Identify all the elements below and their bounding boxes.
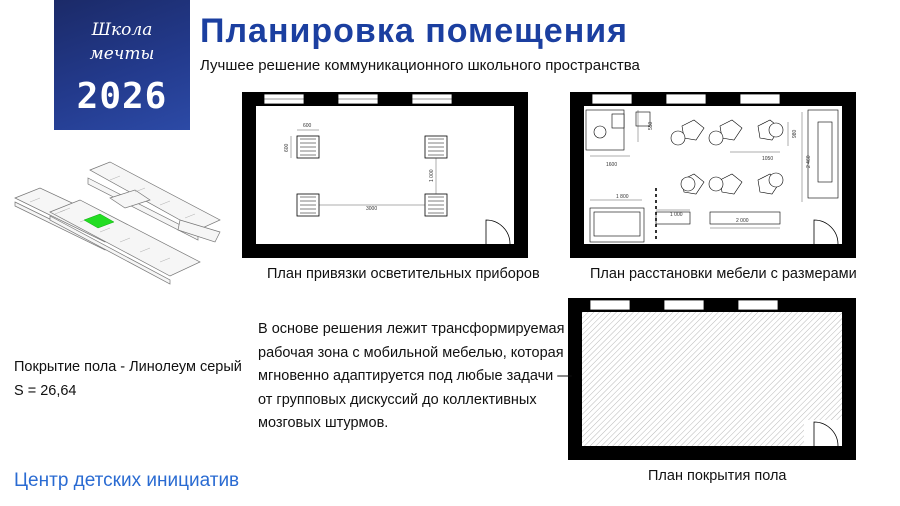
dim-fixture-height: 600: [284, 143, 290, 152]
logo-line-2: мечты: [89, 44, 155, 64]
dim-1000: 1 000: [670, 212, 683, 218]
page-subtitle: Лучшее решение коммуникационного школьного пространства: [200, 57, 640, 74]
furniture-plan-caption: План расстановки мебели с размерами: [590, 266, 857, 282]
dim-fixture-width: 600: [303, 123, 312, 129]
dim-vertical-spacing: 1 000: [429, 169, 435, 182]
school-of-dreams-logo: [54, 0, 190, 130]
lighting-plan-caption: План привязки осветительных приборов: [267, 266, 540, 282]
dim-1800: 1 800: [616, 194, 629, 200]
area-text: S = 26,64: [14, 383, 77, 399]
page-title: Планировка помещения: [200, 12, 628, 50]
center-name: Центр детских инициатив: [14, 470, 240, 491]
floor-info: [14, 355, 242, 403]
dim-2460: 2 460: [806, 155, 812, 168]
dim-1050: 1050: [762, 156, 774, 162]
dim-1600: 1600: [606, 162, 618, 168]
building-isometric-sketch: [10, 150, 230, 300]
dim-980: 980: [792, 129, 798, 138]
dim-2000: 2 000: [736, 218, 749, 224]
furniture-plan-drawing: [570, 92, 856, 258]
logo-line-1: Школа: [91, 20, 153, 40]
dim-550: 550: [648, 121, 654, 130]
lighting-plan-drawing: [242, 92, 528, 258]
floor-plan-drawing: [568, 298, 856, 460]
floor-plan-caption: План покрытия пола: [648, 468, 787, 484]
dim-horizontal-spacing: 3000: [366, 206, 378, 212]
logo-year: 2026: [76, 76, 168, 117]
solution-description: В основе решения лежит трансформируемая рабочая зона с мобильной мебелью, которая мгновенно адаптируется под любые задачи — от групповых дискуссий до коллективных мозговых штурмов.: [258, 321, 572, 431]
floor-covering-text: Покрытие пола - Линолеум серый: [14, 359, 242, 375]
